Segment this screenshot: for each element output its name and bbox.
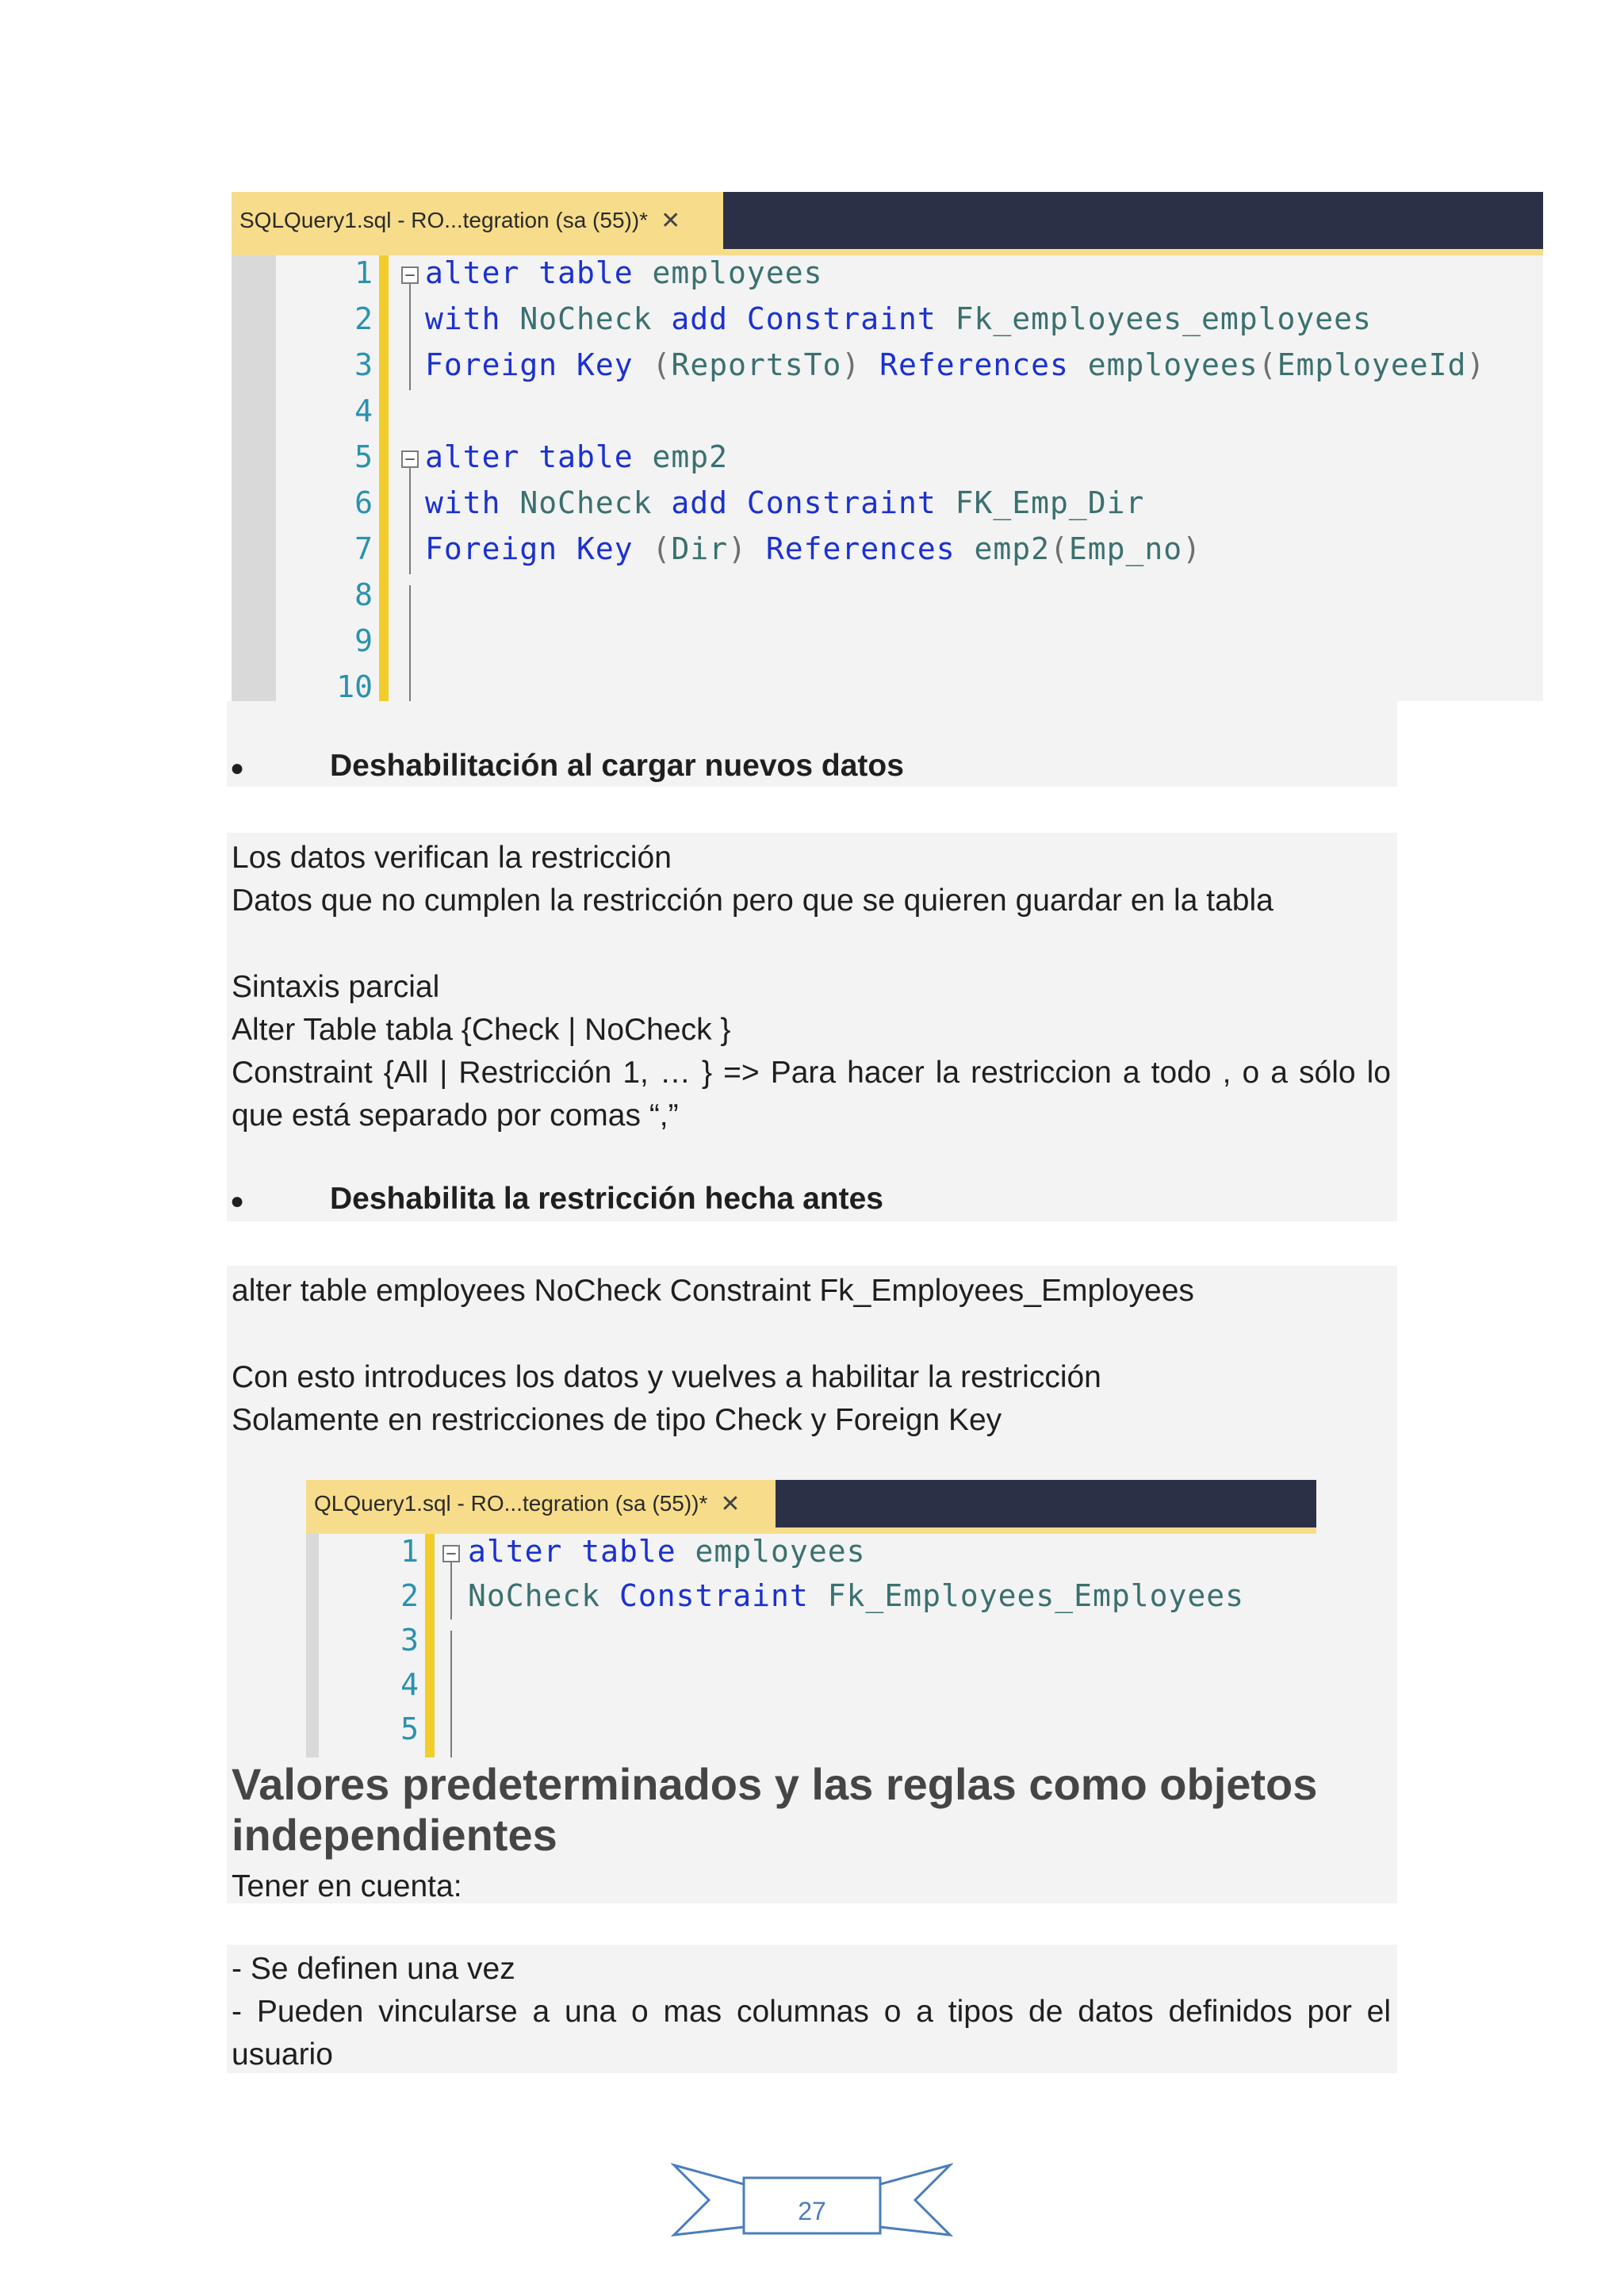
code-line[interactable] [232,669,1543,701]
code-token: ) [728,531,766,566]
code-line[interactable] [232,439,1543,485]
code-line[interactable] [306,1711,1316,1756]
outline-guide [409,284,411,390]
editor-tab-accent [232,249,1543,255]
line-number: 1 [354,255,373,290]
code-token: emp2 [974,531,1051,566]
code-token: with [425,301,520,336]
list-item: - Pueden vincularse a una o mas columnas o a tipos de datos definidos por el usuario [232,1995,1391,2072]
code-token: Foreign Key [425,347,653,382]
code-token: ) [841,347,880,382]
editor-tab-title: QLQuery1.sql - RO...tegration (sa (55))* [314,1491,708,1516]
code-token: employees [695,1534,866,1569]
code-token: employees [652,255,823,290]
code-line[interactable] [232,577,1543,623]
editor-tab-accent [306,1527,1316,1534]
section-heading: Valores predeterminados y las reglas como objetos independientes [232,1759,1318,1860]
code-text [425,347,1485,382]
line-number: 9 [354,623,373,658]
line-number: 2 [354,301,373,336]
code-token: ( [1258,347,1277,382]
bullet-icon: ● [230,755,245,781]
collapse-icon[interactable]: − [401,450,419,468]
collapse-icon[interactable]: − [401,266,419,284]
editor-tab[interactable] [306,1480,776,1527]
code-token: ( [652,531,672,566]
outline-guide [409,585,411,701]
syntax-title: Sintaxis parcial [232,970,440,1004]
line-number: 3 [354,347,373,382]
code-token: employees [1087,347,1258,382]
code-token: alter table [425,255,653,290]
page-number: 27 [798,2197,826,2225]
editor-tab[interactable] [232,192,723,249]
line-number: 6 [354,485,373,520]
sql-editor-screenshot-2 [306,1480,1316,1757]
code-token: Constraint [619,1578,828,1613]
code-token: Dir [671,531,729,566]
code-token: NoCheck [468,1578,620,1613]
code-text [425,255,822,290]
bullet-heading-2: Deshabilita la restricción hecha antes [330,1182,883,1216]
code-token: NoCheck [519,485,672,520]
code-token: alter table [468,1534,695,1569]
code-token: ( [1050,531,1069,566]
code-line[interactable] [232,485,1543,531]
line-number: 4 [400,1667,419,1702]
line-number: 1 [400,1534,419,1569]
code-line[interactable] [306,1623,1316,1667]
code-token: ) [1182,531,1202,566]
code-token: emp2 [652,439,729,474]
code-line[interactable] [232,255,1543,301]
code-text [425,301,1372,336]
code-text [425,485,1144,520]
outline-guide [450,1631,452,1757]
code-text [468,1578,1244,1613]
editor-titlebar [306,1480,1316,1527]
code-token: Foreign Key [425,531,653,566]
line-number: 4 [354,393,373,428]
code-token: Fk_Employees_Employees [827,1578,1245,1613]
code-line[interactable] [232,623,1543,669]
line-number: 3 [400,1623,419,1658]
code-token: add Constraint [671,485,956,520]
code-line[interactable] [232,393,1543,439]
line-number: 10 [336,669,373,701]
line-number: 7 [354,531,373,566]
code-line[interactable] [306,1667,1316,1711]
code-token: alter table [425,439,653,474]
line-number: 2 [400,1578,419,1613]
outline-guide [450,1562,452,1619]
close-icon[interactable]: ✕ [720,1490,741,1517]
syntax-line: Constraint {All | Restricción 1, … } => Para hacer la restriccion a todo , o a sólo lo que está separado por comas “,” [232,1056,1391,1133]
paragraph-line: Datos que no cumplen la restricción pero que se quieren guardar en la tabla [232,884,1274,918]
paragraph-line: Los datos verifican la restricción [232,841,672,875]
close-icon[interactable]: ✕ [661,207,681,234]
example-note: Solamente en restricciones de tipo Check y Foreign Key [232,1403,1002,1437]
code-token: ( [652,347,672,382]
code-text [425,531,1201,566]
editor-tab-title: SQLQuery1.sql - RO...tegration (sa (55))* [239,208,649,232]
example-note: Con esto introduces los datos y vuelves a habilitar la restricción [232,1360,1101,1394]
editor-titlebar [232,192,1543,249]
example-code-line: alter table employees NoCheck Constraint Fk_Employees_Employees [232,1274,1194,1308]
section-intro: Tener en cuenta: [232,1869,462,1903]
bullet-heading-1: Deshabilitación al cargar nuevos datos [330,749,904,783]
code-token: Fk_employees_employees [955,301,1372,336]
code-line[interactable] [232,347,1543,393]
code-token: ) [1466,347,1486,382]
bullet-icon: ● [230,1188,245,1214]
code-token: add Constraint [671,301,956,336]
list-item: - Se definen una vez [232,1952,515,1986]
sql-editor-screenshot-1 [232,192,1543,701]
collapse-icon[interactable]: − [442,1545,460,1562]
code-token: with [425,485,520,520]
code-token: ReportsTo [671,347,842,382]
line-number: 5 [354,439,373,474]
code-line[interactable] [232,531,1543,577]
code-token: EmployeeId [1277,347,1467,382]
code-token: References [879,347,1088,382]
code-token: NoCheck [519,301,672,336]
line-number: 5 [400,1711,419,1746]
outline-guide [409,468,411,574]
code-token: FK_Emp_Dir [955,485,1145,520]
code-text [425,439,728,474]
code-text [468,1534,865,1569]
line-number: 8 [354,577,373,612]
code-token: Emp_no [1068,531,1183,566]
syntax-line: Alter Table tabla {Check | NoCheck } [232,1013,731,1047]
code-line[interactable] [232,301,1543,347]
code-token: References [765,531,975,566]
code-line[interactable] [306,1578,1316,1623]
